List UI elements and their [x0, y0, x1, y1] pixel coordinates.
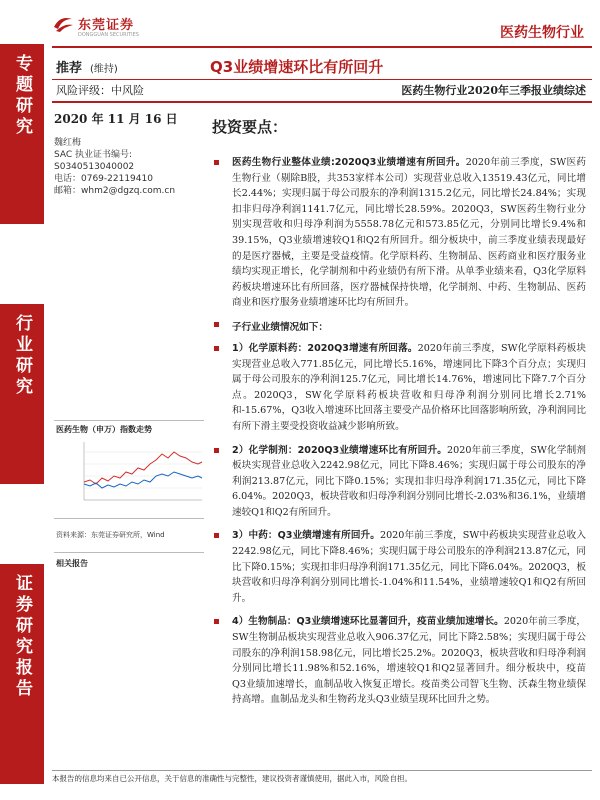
subsector-tcm [212, 528, 586, 606]
bullet-icon [214, 533, 219, 538]
brand-sub: DONGGUAN SECURITIES [78, 32, 139, 38]
bullet-icon [214, 448, 219, 453]
analyst-cert-label: SAC 执业证书编号: [54, 150, 133, 160]
title-divider [52, 79, 592, 80]
recommendation-label: 推荐 [56, 61, 83, 76]
chart-title: 医药生物（申万）指数走势 [56, 425, 152, 434]
chart-bottom-divider [54, 518, 204, 519]
page-header [52, 14, 592, 44]
report-type: 医药生物行业2020年三季报业绩综述 [401, 84, 586, 97]
subsector-chemical-api-lead: 1）化学原料药：2020Q3增速有所回落。 [232, 342, 418, 354]
overall-summary [212, 155, 586, 311]
report-title: Q3业绩增速环比有所回升 [210, 58, 384, 76]
analyst-info [54, 137, 202, 197]
chart-line-blue [84, 472, 202, 488]
subsector-biologics [212, 614, 586, 708]
subsector-biologics-lead2: Q3业绩增速环比显著回升，疫苗业绩加速增长。 [296, 616, 504, 628]
subsector-biologics-lead: 4）生物制品： [232, 616, 297, 628]
side-label-text: 行业研究 [12, 314, 32, 398]
analyst-cert-number: S0340513040002 [54, 162, 135, 172]
recommendation-sub: (维持) [90, 64, 118, 75]
overall-summary-body: 2020年前三季度，SW医药生物行业（剔除B股，共353家样本公司）实现营业总收入13519.43亿元，同比增长2.44%；实现归属于母公司股东的净利润1315.2亿元，同比增长24.84%；实现扣非归母净利润1141.7亿元，同比增长28.59%。2020Q3，SW医药生物行业分别实现营收和归母净利润为5558.78亿元和573.85亿元，分别同比增长9.4%和39.15%，Q3业绩增速较Q1和Q2有所回升。细分板块中，前三季度业绩表现最好的是医疗器械，主要是受益疫情。化学原料药、生物制品、医药商业和医疗服务业绩均实现正增长，化学制剂和中药业绩仍有所下滑。从单季业绩来看，Q3化学原料药板块增速环比有所回落，医疗器械保持快增，化学制剂、中药、生物制品、医药商业和医疗服务业绩增速环比均有所回升。 [232, 157, 586, 309]
key-points-title: 投资要点： [212, 118, 288, 136]
subsector-chemical-prep-body: 2020年前三季度，SW化学制剂板块实现营业总收入2242.98亿元，同比下降8.46%；实现归属于母公司股东的净利润213.87亿元，同比下降0.15%；实现扣非归母净利润171.35亿元，同比下降6.04%。2020Q3，板块营收和归母净利润分别同比增长-2.03%和36.1%，业绩增速较Q1和Q2有所回升。 [232, 444, 586, 518]
analyst-email[interactable]: 邮箱：whm2@dgzq.com.cn [54, 186, 176, 196]
industry-label: 医药生物行业 [500, 25, 584, 41]
header-divider [52, 46, 592, 48]
footer-divider [52, 770, 592, 771]
subsector-tcm-lead2: Q3业绩增速有所回升。 [277, 530, 380, 542]
subsector-chemical-api-body: 2020年前三季度，SW化学原料药板块实现营业总收入771.85亿元，同比增长5.16%，增速同比下降3个百分点；实现归属于母公司股东的净利润125.7亿元，同比增长14.76%，增速同比下降7.7个百分点。2020Q3，SW化学原料药板块营收和归母净利润分别同比增长2.71%和-15.67%，Q3收入增速环比回落主要受产品价格环比回落影响所致，净利润同比有所下滑主要受投资收益减少影响所致。 [232, 342, 586, 432]
side-label-industry [0, 304, 44, 484]
left-column [52, 110, 202, 197]
bullet-icon [214, 619, 219, 624]
subsector-tcm-lead: 3）中药： [232, 530, 278, 542]
subsector-biologics-body: 2020年前三季度，SW生物制品板块实现营业总收入906.37亿元，同比下降2.58%；实现归属于母公司股东的净利润158.98亿元，同比增长25.2%。2020Q3，板块营收和归母净利润分别同比增长11.98%和52.16%，增速较Q1和Q2显著回升。细分板块中，疫苗Q3业绩加速增长，血制品收入恢复正增长。疫苗类公司智飞生物、沃森生物业绩保持高增。血制品龙头和生物药龙头Q3业绩呈现环比回升之势。 [232, 616, 586, 706]
recommendation [56, 57, 118, 76]
subsector-heading-text: 子行业业绩情况如下： [232, 321, 328, 333]
report-date: 2020 年 11 月 16 日 [54, 112, 178, 126]
side-label-special [0, 44, 44, 224]
chart-line-red [84, 452, 202, 484]
risk-row [52, 82, 592, 100]
risk-rating: 风险评级：中风险 [56, 84, 144, 97]
subsector-chemical-prep [212, 443, 586, 521]
risk-divider [52, 101, 592, 103]
side-label-text: 专题研究 [12, 54, 32, 138]
subsector-tcm-body: 2020年前三季度，SW中药板块实现营业总收入2242.98亿元，同比下降8.46%；实现归属于母公司股东的净利润213.87亿元，同比下降0.15%；实现扣非归母净利润171.35亿元，同比下降6.04%。2020Q3，板块营收和归母净利润分别同比增长-1.04%和11.54%，业绩增速较Q1和Q2有所回升。 [232, 530, 586, 604]
index-trend-chart [54, 438, 204, 510]
subsector-heading [212, 319, 586, 333]
brand-logo [52, 14, 134, 33]
bullet-icon [214, 322, 219, 327]
side-label-text: 证券研究报告 [12, 574, 32, 700]
side-label-securities [0, 564, 44, 784]
disclaimer: 本报告的信息均来自已公开信息，关于信息的准确性与完整性，建议投资者谨慎使用，据此入市，风险自担。 [52, 774, 412, 783]
related-reports: 相关报告 [56, 559, 88, 568]
main-content [212, 116, 586, 708]
chart-top-divider [54, 420, 204, 421]
subsector-chemical-api [212, 341, 586, 435]
subsector-chemical-prep-lead: 2）化学制剂：2020Q3业绩增速环比有所回升。 [232, 444, 448, 456]
analyst-phone: 电话：0769-22119410 [54, 174, 153, 184]
bullet-icon [214, 160, 219, 165]
chart-source: 资料来源：东莞证券研究所，Wind [56, 531, 165, 539]
rating-row [52, 55, 592, 79]
related-divider [54, 552, 204, 553]
brand-logo-icon [52, 15, 74, 33]
side-band [0, 44, 44, 784]
overall-summary-lead: 医药生物行业整体业绩:2020Q3业绩增速有所回升。 [232, 157, 466, 168]
bullet-icon [214, 346, 219, 351]
analyst-name: 魏红梅 [54, 138, 82, 148]
brand-name: 东莞证券 [78, 18, 135, 33]
